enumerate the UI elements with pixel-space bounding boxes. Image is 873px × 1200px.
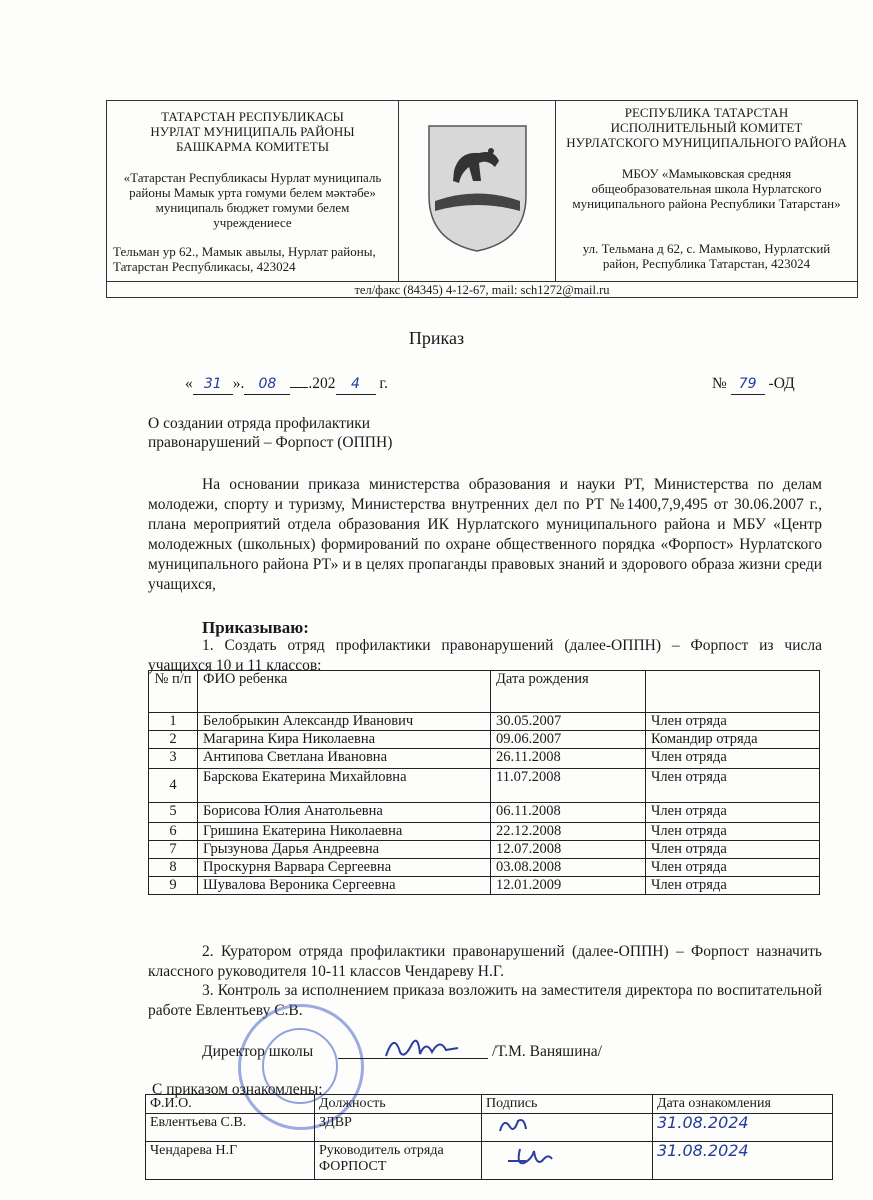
member-name: Борисова Юлия Анатольевна — [198, 803, 491, 823]
members-row — [149, 823, 820, 841]
member-dob: 12.07.2008 — [491, 841, 646, 859]
ack-name: Чендарева Н.Г — [146, 1142, 315, 1180]
document-title: Приказ — [408, 328, 465, 348]
ru-org: МБОУ «Мамыковская средняя общеобразовательная школа Нурлатского муниципального района Республики Татарстан» — [572, 166, 841, 211]
member-dob: 09.06.2007 — [491, 731, 646, 749]
member-name: Белобрыкин Александр Иванович — [198, 713, 491, 731]
date-open: « — [185, 375, 193, 392]
member-name: Барскова Екатерина Михайловна — [198, 769, 491, 803]
coat-of-arms — [399, 101, 556, 281]
coat-of-arms-icon — [399, 101, 556, 281]
ack-header-position: Должность — [315, 1095, 482, 1114]
ru-line1: РЕСПУБЛИКА ТАТАРСТАН — [624, 105, 789, 120]
member-num: 4 — [149, 769, 198, 803]
director-name: /Т.М. Ваняшина/ — [492, 1043, 602, 1060]
ack-header-date: Дата ознакомления — [653, 1095, 833, 1114]
ack-position: ЗДВР — [315, 1114, 482, 1142]
member-name: Грызунова Дарья Андреевна — [198, 841, 491, 859]
members-row — [149, 731, 820, 749]
ack-header-name: Ф.И.О. — [146, 1095, 315, 1114]
member-role: Член отряда — [646, 859, 820, 877]
members-header-role — [646, 671, 820, 713]
members-header-name: ФИО ребенка — [198, 671, 491, 713]
item-2: 2. Куратором отряда профилактики правонарушений (далее-ОППН) – Форпост назначить классного руководителя 10-11 классов Чендареву Н.Г. — [148, 943, 822, 980]
item-1: 1. Создать отряд профилактики правонарушений (далее-ОППН) – Форпост из числа учащихся 10 и 11 классов: — [148, 637, 822, 674]
tatar-org: «Татарстан Республикасы Нурлат муниципаль районы Мамык урта гомуми белем мәктәбе» муниципаль бюджет гомуми белем учреждениесе — [123, 170, 382, 230]
order-number — [712, 374, 795, 395]
member-role: Член отряда — [646, 877, 820, 895]
letterhead — [106, 100, 858, 298]
contacts-line: тел/факс (84345) 4-12-67, mail: sch1272@mail.ru — [107, 281, 857, 299]
signature-icon — [486, 1115, 546, 1135]
tatar-address: Тельман ур 62., Мамык авылы, Нурлат районы, Татарстан Республикасы, 423024 — [113, 244, 376, 274]
date-month: 08 — [244, 374, 290, 395]
member-num: 6 — [149, 823, 198, 841]
ack-signature — [482, 1114, 653, 1142]
member-dob: 30.05.2007 — [491, 713, 646, 731]
member-num: 2 — [149, 731, 198, 749]
basis-paragraph: На основании приказа министерства образования и науки РТ, Министерства по делам молодежи, спорту и туризму, Министерства внутренних дел по РТ №1400,7,9,495 от 30.06.2007 г., плана мероприятий отдела образования ИК Нурлатского муниципального района и МБУ «Центр молодежных (школьных) формирований по охране общественного порядка «Форпост» Нурлатского муниципального района РТ» и в целях пропаганды правовых знаний и здорового образа жизни среди учащихся, — [148, 476, 822, 593]
subject-line-1: О создании отряда профилактики — [148, 415, 371, 432]
members-row — [149, 769, 820, 803]
ack-position: Руководитель отряда ФОРПОСТ — [315, 1142, 482, 1180]
member-role: Член отряда — [646, 803, 820, 823]
members-row — [149, 713, 820, 731]
member-role: Член отряда — [646, 769, 820, 803]
number-prefix: № — [712, 375, 727, 392]
member-num: 1 — [149, 713, 198, 731]
date-year-prefix: .202 — [308, 375, 336, 392]
members-row — [149, 859, 820, 877]
date-year-digit: 4 — [336, 374, 376, 395]
letterhead-tatar — [107, 101, 399, 281]
date-suffix: г. — [379, 375, 388, 392]
member-num: 3 — [149, 749, 198, 769]
members-table — [148, 670, 820, 895]
acquainted-label: С приказом ознакомлены: — [152, 1081, 323, 1098]
members-row — [149, 803, 820, 823]
ack-table — [145, 1094, 833, 1180]
tatar-line2: НУРЛАТ МУНИЦИПАЛЬ РАЙОНЫ — [150, 124, 355, 139]
ack-header-row — [146, 1095, 833, 1114]
ack-signature — [482, 1142, 653, 1180]
ack-name: Евлентьева С.В. — [146, 1114, 315, 1142]
tatar-line3: БАШКАРМА КОМИТЕТЫ — [175, 139, 330, 154]
order-word: Приказываю: — [202, 618, 309, 637]
member-name: Шувалова Вероника Сергеевна — [198, 877, 491, 895]
members-row — [149, 749, 820, 769]
number-value: 79 — [731, 374, 765, 395]
member-role: Член отряда — [646, 841, 820, 859]
ack-row — [146, 1142, 833, 1180]
date-sep: ». — [232, 375, 245, 392]
member-role: Член отряда — [646, 823, 820, 841]
members-header-dob: Дата рождения — [491, 671, 646, 713]
ack-date: 31.08.2024 — [653, 1114, 833, 1142]
members-row — [149, 841, 820, 859]
item-3: 3. Контроль за исполнением приказа возложить на заместителя директора по воспитательной работе Евлентьеву С.В. — [148, 982, 822, 1019]
members-row — [149, 877, 820, 895]
member-dob: 11.07.2008 — [491, 769, 646, 803]
date-day: 31 — [193, 374, 233, 395]
subject-line-2: правонарушений – Форпост (ОППН) — [148, 434, 393, 451]
member-name: Гришина Екатерина Николаевна — [198, 823, 491, 841]
letterhead-russian — [556, 101, 857, 281]
ack-row — [146, 1114, 833, 1142]
member-dob: 03.08.2008 — [491, 859, 646, 877]
member-num: 7 — [149, 841, 198, 859]
member-dob: 06.11.2008 — [491, 803, 646, 823]
member-role: Командир отряда — [646, 731, 820, 749]
member-num: 9 — [149, 877, 198, 895]
member-name: Проскурня Варвара Сергеевна — [198, 859, 491, 877]
member-name: Антипова Светлана Ивановна — [198, 749, 491, 769]
ack-header-signature: Подпись — [482, 1095, 653, 1114]
ru-line2: ИСПОЛНИТЕЛЬНЫЙ КОМИТЕТ — [610, 120, 803, 135]
director-signature-icon — [382, 1030, 462, 1064]
ack-date: 31.08.2024 — [653, 1142, 833, 1180]
member-num: 8 — [149, 859, 198, 877]
member-num: 5 — [149, 803, 198, 823]
members-header-row — [149, 671, 820, 713]
member-name: Магарина Кира Николаевна — [198, 731, 491, 749]
member-role: Член отряда — [646, 749, 820, 769]
director-label: Директор школы — [202, 1043, 314, 1060]
member-dob: 26.11.2008 — [491, 749, 646, 769]
member-dob: 12.01.2009 — [491, 877, 646, 895]
member-role: Член отряда — [646, 713, 820, 731]
order-date — [185, 374, 388, 395]
ru-address: ул. Тельмана д 62, с. Мамыково, Нурлатский район, Республика Татарстан, 423024 — [582, 241, 831, 271]
members-header-num: № п/п — [149, 671, 198, 713]
number-suffix: -ОД — [768, 375, 795, 392]
signature-icon — [486, 1143, 566, 1169]
tatar-line1: ТАТАРСТАН РЕСПУБЛИКАСЫ — [161, 109, 344, 124]
member-dob: 22.12.2008 — [491, 823, 646, 841]
ru-line3: НУРЛАТСКОГО МУНИЦИПАЛЬНОГО РАЙОНА — [566, 135, 847, 150]
